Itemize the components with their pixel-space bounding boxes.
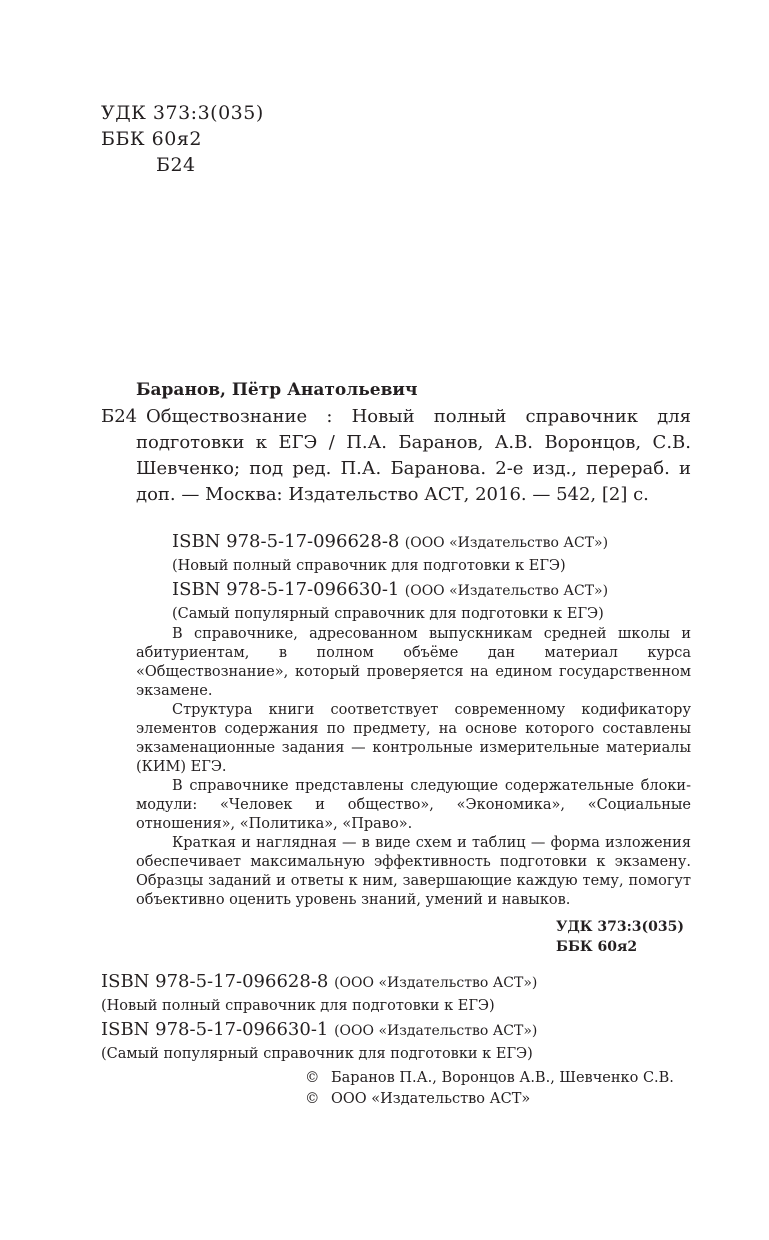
isbn-line-1	[172, 530, 608, 555]
isbn-publisher: (ООО «Издательство АСТ»)	[334, 975, 538, 991]
annotation-paragraph: В справочнике представлены следующие содержательные блоки-модули: «Человек и общество», «Экономика», «Социальные отношения», «Политика», «Право».	[136, 778, 691, 832]
annotation	[136, 625, 691, 910]
entry-description: Обществознание : Новый полный справочник для подготовки к ЕГЭ / П.А. Баранов, А.В. Воронцов, С.В. Шевченко; под ред. П.А. Баранова. 2-е изд., перераб. и доп. — Москва: Издательство АСТ, 2016. — 542, [2] с.	[136, 406, 691, 505]
isbn-series: (Самый популярный справочник для подготовки к ЕГЭ)	[101, 1046, 533, 1062]
isbn-series: (Самый популярный справочник для подготовки к ЕГЭ)	[172, 606, 604, 622]
isbn-block	[172, 530, 608, 626]
isbn-publisher: (ООО «Издательство АСТ»)	[334, 1023, 538, 1039]
copyright-holder: Баранов П.А., Воронцов А.В., Шевченко С.В.	[331, 1070, 674, 1086]
footer-bbk-code: ББК 60я2	[556, 939, 638, 955]
copyright-line	[305, 1089, 674, 1110]
isbn-number: ISBN 978-5-17-096628-8	[172, 531, 400, 552]
isbn-publisher: (ООО «Издательство АСТ»)	[404, 535, 609, 551]
author-name: Баранов, Пётр Анатольевич	[136, 380, 418, 400]
annotation-paragraph: Краткая и наглядная — в виде схем и таблиц — форма изложения обеспечивает максимальную эффективность подготовки к экзамену. Образцы заданий и ответы к ним, завершающие каждую тему, помогут объективно оценить уровень знаний, умений и навыков.	[136, 835, 691, 908]
author-mark: Б24	[156, 154, 196, 176]
isbn-series: (Новый полный справочник для подготовки к ЕГЭ)	[101, 998, 495, 1014]
footer-isbn-line-2	[101, 1018, 537, 1043]
footer-isbn-line-1	[101, 970, 537, 995]
footer-classification-codes	[556, 917, 684, 957]
copyright-icon: ©	[305, 1091, 320, 1107]
copyright-holder: ООО «Издательство АСТ»	[331, 1091, 531, 1107]
footer-isbn-block	[101, 970, 537, 1066]
copyright-block	[305, 1068, 674, 1110]
classification-codes	[101, 100, 264, 178]
annotation-paragraph: Структура книги соответствует современному кодификатору элементов содержания по предмету, на основе которого составлены экзаменационные задания — контрольные измерительные материалы (КИМ) ЕГЭ.	[136, 702, 691, 775]
isbn-line-2	[172, 578, 608, 603]
copyright-icon: ©	[305, 1070, 320, 1086]
copyright-line	[305, 1068, 674, 1089]
isbn-number: ISBN 978-5-17-096630-1	[101, 1019, 329, 1040]
annotation-paragraph: В справочнике, адресованном выпускникам средней школы и абитуриентам, в полном объёме дан материал курса «Обществознание», который проверяется на едином государственном экзамене.	[136, 626, 691, 699]
bbk-code: ББК 60я2	[101, 128, 202, 150]
bibliographic-description	[101, 404, 691, 508]
isbn-series: (Новый полный справочник для подготовки к ЕГЭ)	[172, 558, 566, 574]
udk-code: УДК 373:3(035)	[101, 102, 264, 124]
isbn-number: ISBN 978-5-17-096628-8	[101, 971, 329, 992]
entry-author-mark: Б24	[101, 406, 138, 427]
isbn-publisher: (ООО «Издательство АСТ»)	[404, 583, 609, 599]
footer-udk-code: УДК 373:3(035)	[556, 919, 685, 935]
isbn-number: ISBN 978-5-17-096630-1	[172, 579, 400, 600]
